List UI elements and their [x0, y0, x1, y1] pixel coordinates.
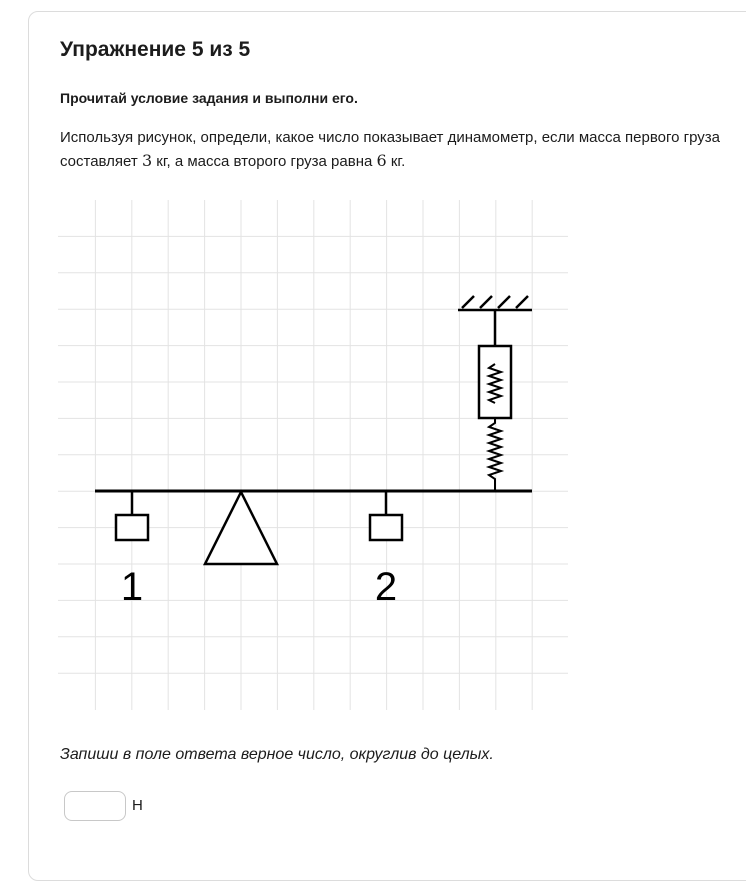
load-2 — [370, 491, 402, 540]
answer-unit: Н — [132, 797, 143, 814]
answer-input[interactable] — [64, 791, 126, 821]
task-text-part3: кг. — [386, 153, 406, 170]
load-2-label: 2 — [374, 565, 398, 609]
mass1-value: 3 — [141, 151, 153, 170]
load-1 — [116, 491, 148, 540]
instruction-text: Прочитай условие задания и выполни его. — [60, 90, 358, 106]
figure-grid — [58, 200, 568, 710]
mass2-value: 6 — [376, 151, 387, 170]
load-1-label: 1 — [120, 565, 144, 609]
task-text — [60, 126, 736, 173]
dynamometer — [479, 310, 511, 491]
task-text-part1: Используя рисунок, определи, какое число показывает динамометр, если масса первого груза составляет — [60, 129, 720, 170]
lever-figure — [58, 200, 570, 712]
answer-prompt: Запиши в поле ответа верное число, округлив до целых. — [60, 746, 494, 763]
task-text-part2: кг, а масса второго груза равна — [152, 153, 377, 170]
exercise-title: Упражнение 5 из 5 — [60, 38, 251, 61]
ceiling-support — [458, 296, 532, 310]
